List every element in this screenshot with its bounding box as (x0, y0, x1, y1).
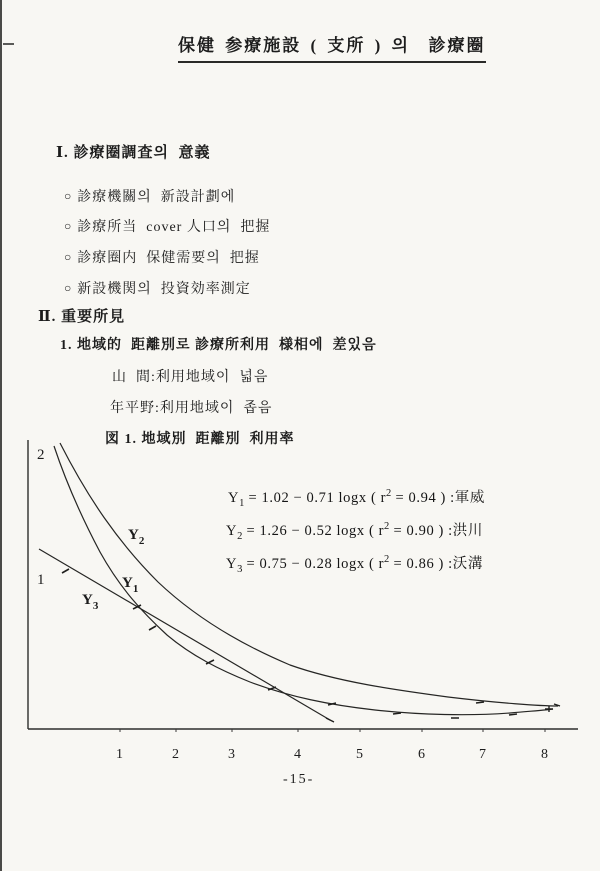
x-tick-3: 3 (228, 747, 235, 762)
bullet-item (64, 278, 251, 298)
page-number: -15- (283, 772, 315, 787)
bullet-text: 診療所当 cover 人口의 把握 (77, 220, 271, 235)
curve-label-letter: Y (128, 527, 139, 543)
equation-sup: 2 (384, 554, 390, 566)
equation-tail: = 0.90 ) :洪川 (389, 523, 484, 539)
section2-heading: Ⅱ. 重要所見 (38, 309, 126, 325)
bullet-circle-icon: ○ (64, 281, 73, 295)
bullet-item (64, 216, 270, 236)
equation-sub: 1 (239, 497, 245, 509)
equation-sub: 2 (237, 530, 243, 542)
y-label-1: 1 (37, 572, 45, 588)
equation-tail: = 0.94 ) :軍威 (391, 490, 486, 506)
equation-tail: = 0.86 ) :沃溝 (389, 556, 484, 572)
equation-lhs: Y (226, 523, 238, 539)
bullet-text: 新設機関의 投資効率測定 (77, 282, 251, 297)
bullet-item (64, 247, 260, 267)
curve-label-y2 (128, 527, 145, 547)
x-tick-5: 5 (356, 747, 363, 762)
curve-end-cross (326, 704, 560, 722)
figure-chart (0, 435, 600, 780)
plain-area-line: 年平野:利用地域이 좁음 (110, 401, 273, 416)
x-tick-2: 2 (172, 747, 179, 762)
page-title: 保健 参療施設 ( 支所 ) 의 診療圈 (178, 31, 486, 63)
curve-label-sub: 1 (132, 583, 139, 595)
equation-mid: = 0.75 − 0.28 logx ( r (242, 556, 385, 572)
bullet-circle-icon: ○ (64, 219, 73, 233)
bullet-text: 診療圈内 保健需要의 把握 (77, 251, 260, 266)
equation-mid: = 1.26 − 0.52 logx ( r (242, 523, 385, 539)
x-tick-7: 7 (479, 747, 486, 762)
equation-sup: 2 (384, 521, 390, 533)
curve-label-y1 (122, 575, 138, 595)
bullet-circle-icon: ○ (64, 189, 73, 203)
x-tick-8: 8 (541, 747, 548, 762)
finding-item-1: 1. 地域的 距離別로 診療所利用 様相에 差있음 (60, 338, 377, 353)
x-tick-6: 6 (418, 747, 425, 762)
y-label-2: 2 (37, 447, 45, 463)
equation-mid: = 1.02 − 0.71 logx ( r (244, 490, 387, 506)
curve-label-sub: 2 (138, 535, 145, 547)
equation-lhs: Y (228, 490, 240, 506)
x-tick-4: 4 (294, 747, 301, 762)
curve-y3 (39, 549, 330, 720)
x-tick-1: 1 (116, 747, 123, 762)
section1-heading: Ⅰ. 診療圈調査의 意義 (56, 145, 211, 161)
equation-sub: 3 (237, 563, 243, 575)
figure-caption: 図 1. 地域別 距離別 利用率 (105, 432, 295, 447)
equation-lhs: Y (226, 556, 238, 572)
mountain-area-line: 山 間:利用地域이 넓음 (112, 370, 269, 385)
curve-label-letter: Y (122, 575, 133, 591)
curve-label-sub: 3 (92, 600, 99, 612)
equation-sup: 2 (386, 488, 392, 500)
curve-label-letter: Y (82, 592, 93, 608)
scan-dash-artifact (3, 43, 14, 45)
curve-y2 (60, 443, 558, 706)
bullet-text: 診療機關의 新設計劃에 (77, 190, 236, 205)
bullet-item (64, 186, 235, 206)
bullet-circle-icon: ○ (64, 250, 73, 264)
curve-label-y3 (82, 592, 99, 612)
